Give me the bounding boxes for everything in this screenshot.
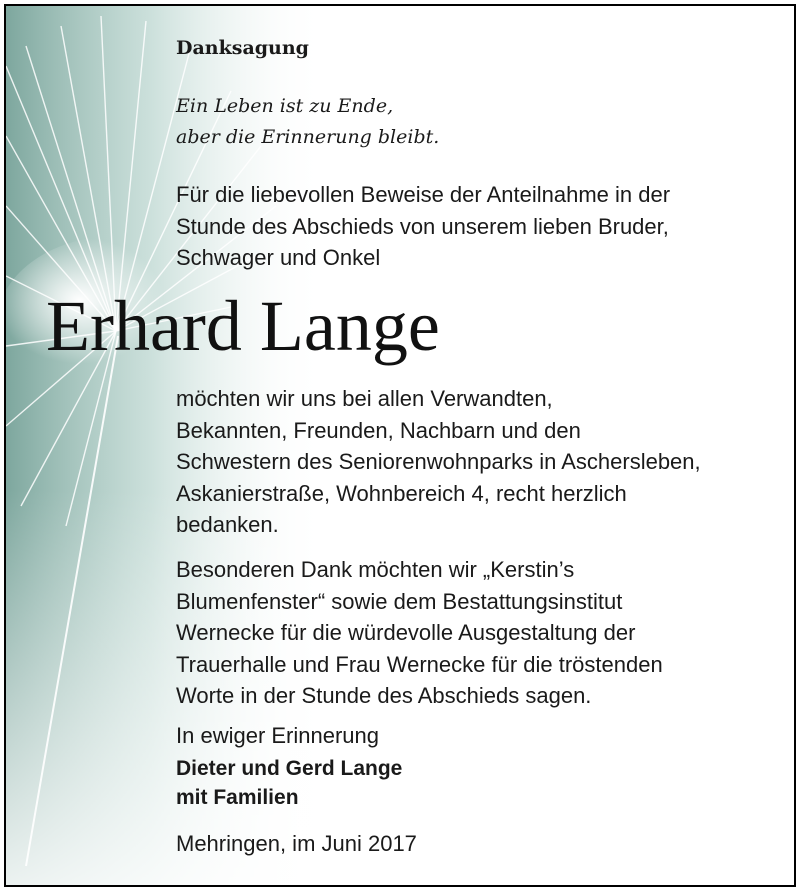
memory-phrase: In ewiger Erinnerung: [176, 723, 380, 748]
intro-line: Stunde des Abschieds von unserem lieben Bruder,: [176, 213, 669, 239]
obituary-notice: [4, 4, 796, 887]
special-thanks-line: Besonderen Dank möchten wir „Kerstin’s: [176, 557, 575, 582]
deceased-name: Erhard Lange: [46, 286, 440, 366]
thanks-line: bedanken.: [176, 512, 279, 537]
place-date: Mehringen, im Juni 2017: [176, 831, 417, 856]
motto-line: aber die Erinnerung bleibt.: [176, 126, 440, 148]
intro-line: Für die liebevollen Beweise der Anteilnahme in der: [176, 182, 671, 207]
signer-line: mit Familien: [176, 786, 299, 809]
special-thanks-line: Trauerhalle und Frau Wernecke für die tröstenden: [176, 651, 663, 677]
motto: [176, 91, 439, 153]
intro-line: Schwager und Onkel: [176, 245, 381, 270]
intro-paragraph: [176, 179, 766, 274]
motto-line: Ein Leben ist zu Ende,: [176, 95, 394, 117]
special-thanks-line: Wernecke für die würdevolle Ausgestaltung der: [176, 620, 636, 645]
special-thanks-line: Worte in der Stunde des Abschieds sagen.: [176, 683, 592, 708]
special-thanks-paragraph: [176, 554, 776, 712]
thanks-paragraph: [176, 383, 776, 541]
thanks-line: Bekannten, Freunden, Nachbarn und den: [176, 417, 581, 443]
special-thanks-line: Blumenfenster“ sowie dem Bestattungsinstitut: [176, 588, 623, 614]
signers: [176, 754, 402, 812]
thanks-line: möchten wir uns bei allen Verwandten,: [176, 386, 553, 411]
signer-line: Dieter und Gerd Lange: [176, 757, 403, 780]
thanks-line: Schwestern des Seniorenwohnparks in Aschersleben,: [176, 449, 701, 474]
thanks-line: Askanierstraße, Wohnbereich 4, recht herzlich: [176, 480, 627, 506]
heading-thanks: Danksagung: [176, 37, 309, 59]
